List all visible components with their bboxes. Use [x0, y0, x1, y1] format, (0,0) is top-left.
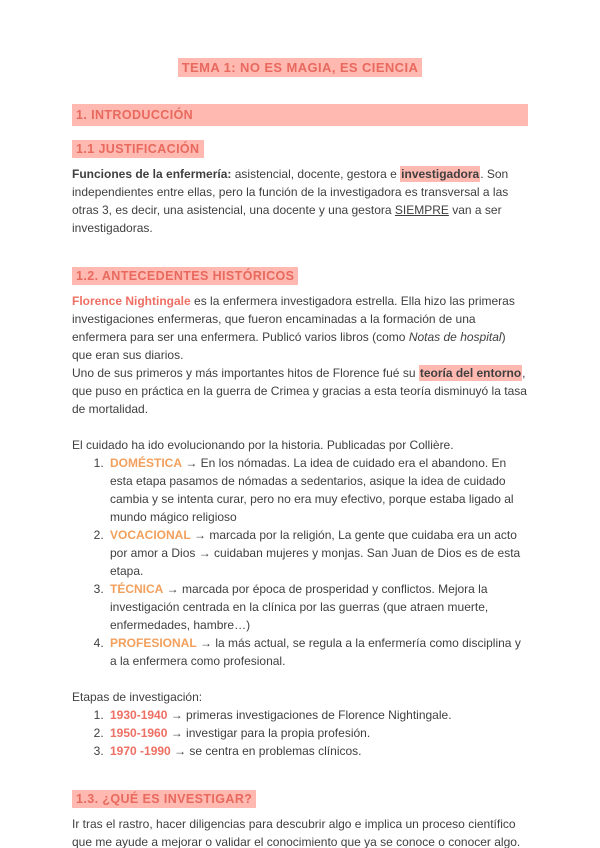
document-title-text: TEMA 1: NO ES MAGIA, ES CIENCIA — [178, 58, 423, 77]
heading-que-es-investigar-text: 1.3. ¿QUÉ ES INVESTIGAR? — [72, 790, 256, 808]
heading-que-es-investigar — [72, 790, 528, 809]
paragraph-cuidado: El cuidado ha ido evolucionando por la historia. Publicadas por Collière. — [72, 437, 454, 452]
document-title — [72, 58, 528, 78]
stages-list — [72, 454, 528, 670]
paragraph-florence: Florence Nightingale es la enfermera investigadora estrella. Ella hizo las primeras investigaciones enfermeras, que fueron encaminadas a la formación de una enfermera para ser una enfermera. Publicó varios libros (como Notas de hospital) que eran sus diarios. — [72, 293, 515, 362]
paragraph-investigar: Ir tras el rastro, hacer diligencias para descubrir algo e implica un proceso científico que me ayude a mejorar o validar el conocimiento que ya se conoce o conocer algo. — [72, 816, 521, 848]
era-item-1950-1960: 2. 1950-1960 → investigar para la propia profesión. — [107, 724, 528, 742]
stage-item-domestica: 1. DOMÉSTICA → En los nómadas. La idea de cuidado era el abandono. En esta etapa pasamos de nómadas a sedentarios, asique la idea de cuidado cambia y se intenta curar, pero no era muy efectivo, porque estaba ligado al mundo mágico religioso — [107, 454, 528, 526]
heading-justificacion-text: 1.1 JUSTIFICACIÓN — [72, 140, 204, 158]
era-item-1930-1940: 1. 1930-1940 → primeras investigaciones de Florence Nightingale. — [107, 706, 528, 724]
paragraph-funciones: Funciones de la enfermería: asistencial, docente, gestora e investigadora. Son independientes entre ellas, pero la función de la investigadora es transversal a las otras 3, es decir, una asistencial, una docente y una gestora SIEMPRE van a ser investigadoras. — [72, 167, 509, 235]
stage-item-profesional: 4. PROFESIONAL → la más actual, se regula a la enfermería como disciplina y a la enfermera como profesional. — [107, 634, 528, 670]
heading-introduccion: 1. INTRODUCCIÓN — [72, 104, 528, 127]
eras-list — [72, 706, 528, 760]
heading-antecedentes — [72, 267, 528, 286]
stage-item-vocacional: 2. VOCACIONAL → marcada por la religión, La gente que cuidaba era un acto por amor a Dios → cuidaban mujeres y monjas. San Juan de Dios es de esta etapa. — [107, 526, 528, 580]
heading-justificacion — [72, 140, 528, 159]
era-item-1970-1990: 3. 1970 -1990 → se centra en problemas clínicos. — [107, 742, 528, 760]
paragraph-etapas-investigacion: Etapas de investigación: — [72, 689, 203, 704]
heading-antecedentes-text: 1.2. ANTECEDENTES HISTÓRICOS — [72, 267, 298, 285]
paragraph-hitos: Uno de sus primeros y más importantes hitos de Florence fué su teoría del entorno, que puso en práctica en la guerra de Crimea y gracias a esta teoría disminuyó la tasa de mortalidad. — [72, 365, 527, 416]
stage-item-tecnica: 3. TÉCNICA → marcada por época de prosperidad y conflictos. Mejora la investigación centrada en la clínica por las guerras (que atraen muerte, enfermedades, hambre…) — [107, 580, 528, 634]
